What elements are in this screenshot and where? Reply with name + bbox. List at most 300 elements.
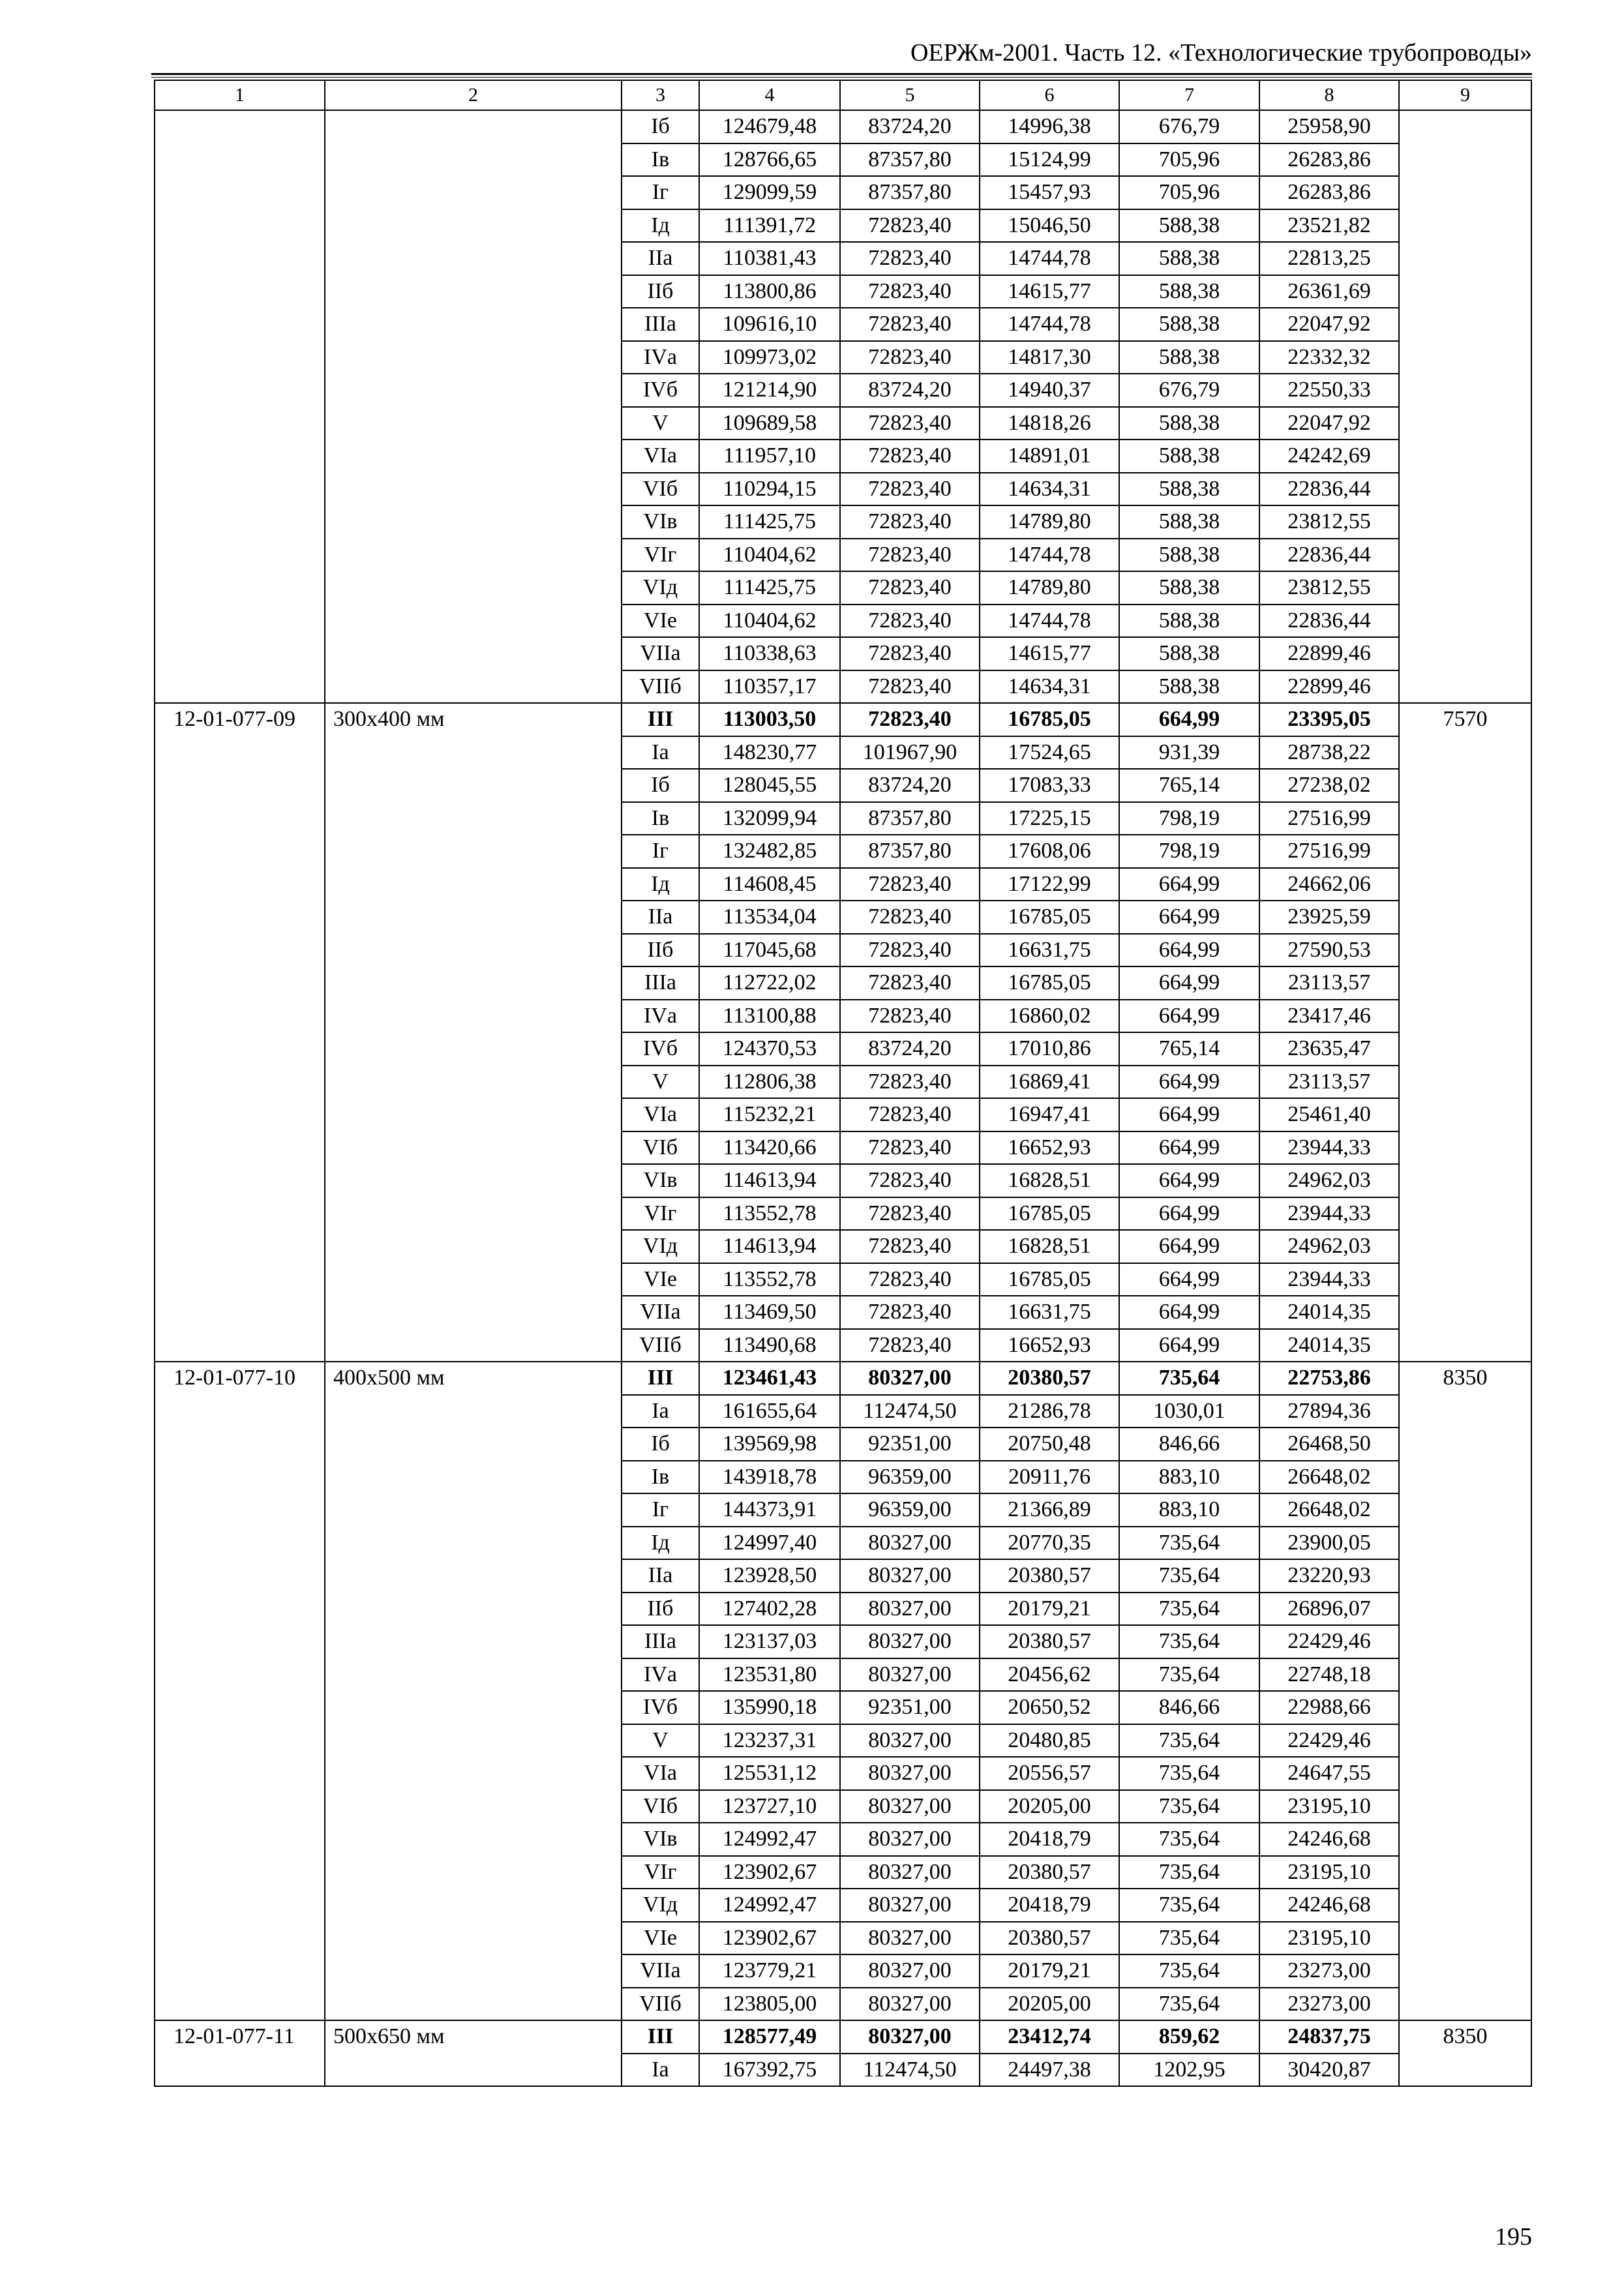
value-cell: 110381,43	[699, 242, 840, 275]
value-cell: 27894,36	[1259, 1395, 1399, 1428]
value-cell: 72823,40	[840, 209, 980, 243]
value-cell: 664,99	[1119, 1197, 1259, 1231]
column-number: 8	[1259, 80, 1399, 110]
value-cell: 112722,02	[699, 966, 840, 1000]
value-cell: 72823,40	[840, 1263, 980, 1296]
value-cell: 17122,99	[980, 868, 1119, 901]
value-cell: 123727,10	[699, 1790, 840, 1823]
value-cell: 23944,33	[1259, 1197, 1399, 1231]
value-cell: 72823,40	[840, 308, 980, 341]
value-cell: 664,99	[1119, 1296, 1259, 1329]
value-cell: 72823,40	[840, 1131, 980, 1165]
zone-cell: V	[622, 1724, 699, 1758]
value-cell: 20380,57	[980, 1362, 1119, 1395]
zone-cell: IIIа	[622, 1625, 699, 1658]
table-row	[155, 110, 1531, 143]
value-cell: 23273,00	[1259, 1954, 1399, 1988]
column-number: 7	[1119, 80, 1259, 110]
zone-cell: III	[622, 703, 699, 736]
value-cell: 72823,40	[840, 1066, 980, 1099]
value-cell: 14817,30	[980, 341, 1119, 374]
value-cell: 24014,35	[1259, 1329, 1399, 1362]
column-number: 2	[325, 80, 622, 110]
value-cell: 14634,31	[980, 473, 1119, 506]
value-cell: 26468,50	[1259, 1428, 1399, 1461]
value-cell: 113534,04	[699, 901, 840, 934]
value-cell: 22836,44	[1259, 473, 1399, 506]
zone-cell: IIIа	[622, 966, 699, 1000]
value-cell: 16785,05	[980, 901, 1119, 934]
value-cell: 123237,31	[699, 1724, 840, 1758]
value-cell: 676,79	[1119, 110, 1259, 143]
value-cell: 80327,00	[840, 1593, 980, 1626]
value-cell: 114608,45	[699, 868, 840, 901]
value-cell: 28738,22	[1259, 736, 1399, 770]
value-cell: 24242,69	[1259, 440, 1399, 473]
value-cell: 17225,15	[980, 802, 1119, 835]
value-cell: 27238,02	[1259, 769, 1399, 802]
value-cell: 16785,05	[980, 966, 1119, 1000]
value-cell: 22753,86	[1259, 1362, 1399, 1395]
value-cell: 20418,79	[980, 1889, 1119, 1922]
zone-cell: IVб	[622, 374, 699, 407]
item-dimension: 300х400 мм	[325, 703, 622, 1362]
zone-cell: IIб	[622, 934, 699, 967]
value-cell: 24962,03	[1259, 1230, 1399, 1263]
value-cell: 664,99	[1119, 934, 1259, 967]
value-cell: 113003,50	[699, 703, 840, 736]
value-cell: 87357,80	[840, 802, 980, 835]
value-cell: 20750,48	[980, 1428, 1119, 1461]
value-cell: 115232,21	[699, 1098, 840, 1131]
value-cell: 123928,50	[699, 1559, 840, 1593]
value-cell: 16652,93	[980, 1329, 1119, 1362]
zone-cell: VIIа	[622, 1954, 699, 1988]
value-cell: 80327,00	[840, 1922, 980, 1955]
value-cell: 114613,94	[699, 1230, 840, 1263]
zone-cell: VIб	[622, 473, 699, 506]
zone-cell: Iа	[622, 736, 699, 770]
value-cell: 23925,59	[1259, 901, 1399, 934]
column-number: 6	[980, 80, 1119, 110]
value-cell: 23417,46	[1259, 1000, 1399, 1033]
value-cell: 80327,00	[840, 1790, 980, 1823]
value-cell: 80327,00	[840, 1559, 980, 1593]
zone-cell: IVа	[622, 1658, 699, 1692]
zone-cell: VIг	[622, 1856, 699, 1889]
value-cell: 96359,00	[840, 1493, 980, 1527]
value-cell: 24837,75	[1259, 2020, 1399, 2054]
value-cell: 15457,93	[980, 176, 1119, 209]
value-cell: 883,10	[1119, 1461, 1259, 1494]
value-cell: 22988,66	[1259, 1691, 1399, 1724]
value-cell: 113420,66	[699, 1131, 840, 1165]
value-cell: 1202,95	[1119, 2054, 1259, 2087]
value-cell: 132482,85	[699, 835, 840, 868]
value-cell: 846,66	[1119, 1691, 1259, 1724]
zone-cell: VIIа	[622, 637, 699, 670]
zone-cell: VIв	[622, 505, 699, 539]
value-cell: 72823,40	[840, 1164, 980, 1197]
value-cell: 109689,58	[699, 407, 840, 440]
value-cell: 664,99	[1119, 1164, 1259, 1197]
value-cell: 588,38	[1119, 308, 1259, 341]
zone-cell: VIIб	[622, 1988, 699, 2021]
value-cell: 26648,02	[1259, 1461, 1399, 1494]
value-cell: 161655,64	[699, 1395, 840, 1428]
value-cell: 72823,40	[840, 539, 980, 572]
value-cell: 23635,47	[1259, 1032, 1399, 1066]
value-cell: 20418,79	[980, 1823, 1119, 1856]
value-cell: 20480,85	[980, 1724, 1119, 1758]
value-cell: 124997,40	[699, 1527, 840, 1560]
value-cell: 20380,57	[980, 1559, 1119, 1593]
value-cell: 26283,86	[1259, 143, 1399, 177]
value-cell: 17083,33	[980, 769, 1119, 802]
value-cell: 1030,01	[1119, 1395, 1259, 1428]
value-cell: 588,38	[1119, 341, 1259, 374]
value-cell: 588,38	[1119, 670, 1259, 704]
value-cell: 664,99	[1119, 1000, 1259, 1033]
value-cell: 72823,40	[840, 1197, 980, 1231]
value-cell: 664,99	[1119, 1066, 1259, 1099]
value-cell: 859,62	[1119, 2020, 1259, 2054]
value-cell: 80327,00	[840, 1889, 980, 1922]
value-cell: 16828,51	[980, 1230, 1119, 1263]
value-cell: 72823,40	[840, 440, 980, 473]
value-cell: 14789,80	[980, 571, 1119, 605]
value-cell: 765,14	[1119, 769, 1259, 802]
value-cell: 735,64	[1119, 1593, 1259, 1626]
value-cell: 588,38	[1119, 440, 1259, 473]
value-cell: 24962,03	[1259, 1164, 1399, 1197]
value-cell: 16947,41	[980, 1098, 1119, 1131]
value-cell: 111425,75	[699, 571, 840, 605]
value-cell: 72823,40	[840, 605, 980, 638]
value-cell: 112474,50	[840, 1395, 980, 1428]
value-cell: 123779,21	[699, 1954, 840, 1988]
value-cell: 123805,00	[699, 1988, 840, 2021]
value-cell: 26648,02	[1259, 1493, 1399, 1527]
value-cell: 23812,55	[1259, 505, 1399, 539]
item-code: 12-01-077-09	[155, 703, 325, 1362]
value-cell: 80327,00	[840, 2020, 980, 2054]
value-cell: 21366,89	[980, 1493, 1119, 1527]
value-cell: 72823,40	[840, 473, 980, 506]
value-cell: 113800,86	[699, 275, 840, 308]
zone-cell: Iд	[622, 868, 699, 901]
value-cell: 14818,26	[980, 407, 1119, 440]
value-cell: 735,64	[1119, 1823, 1259, 1856]
value-cell: 735,64	[1119, 1922, 1259, 1955]
value-cell: 80327,00	[840, 1362, 980, 1395]
value-cell: 23944,33	[1259, 1263, 1399, 1296]
value-cell: 20205,00	[980, 1988, 1119, 2021]
value-cell: 20380,57	[980, 1922, 1119, 1955]
value-cell: 14744,78	[980, 242, 1119, 275]
value-cell: 80327,00	[840, 1658, 980, 1692]
value-cell: 24647,55	[1259, 1757, 1399, 1790]
value-cell: 23195,10	[1259, 1790, 1399, 1823]
zone-cell: VIIб	[622, 670, 699, 704]
value-cell: 20380,57	[980, 1625, 1119, 1658]
value-cell: 139569,98	[699, 1428, 840, 1461]
zone-cell: VIв	[622, 1164, 699, 1197]
zone-cell: IIIа	[622, 308, 699, 341]
column-number-row	[155, 80, 1531, 110]
zone-cell: V	[622, 407, 699, 440]
item-dimension: 400х500 мм	[325, 1362, 622, 2020]
value-cell: 20650,52	[980, 1691, 1119, 1724]
value-cell: 114613,94	[699, 1164, 840, 1197]
value-cell: 72823,40	[840, 670, 980, 704]
value-cell: 124992,47	[699, 1889, 840, 1922]
zone-cell: VIд	[622, 571, 699, 605]
value-cell: 72823,40	[840, 407, 980, 440]
value-cell: 22429,46	[1259, 1625, 1399, 1658]
value-cell: 765,14	[1119, 1032, 1259, 1066]
value-cell: 113552,78	[699, 1197, 840, 1231]
value-cell: 72823,40	[840, 341, 980, 374]
value-cell: 111425,75	[699, 505, 840, 539]
value-cell: 17010,86	[980, 1032, 1119, 1066]
zone-cell: IIб	[622, 275, 699, 308]
zone-cell: VIIа	[622, 1296, 699, 1329]
value-cell: 127402,28	[699, 1593, 840, 1626]
value-cell: 588,38	[1119, 473, 1259, 506]
value-cell: 87357,80	[840, 176, 980, 209]
value-cell: 23412,74	[980, 2020, 1119, 2054]
value-cell: 110404,62	[699, 605, 840, 638]
item-extra-value: 8350	[1399, 1362, 1531, 2020]
value-cell: 72823,40	[840, 901, 980, 934]
value-cell: 846,66	[1119, 1428, 1259, 1461]
value-cell: 15046,50	[980, 209, 1119, 243]
value-cell: 72823,40	[840, 1296, 980, 1329]
column-number: 3	[622, 80, 699, 110]
zone-cell: III	[622, 1362, 699, 1395]
value-cell: 16785,05	[980, 1197, 1119, 1231]
zone-cell: Iб	[622, 110, 699, 143]
value-cell: 72823,40	[840, 1000, 980, 1033]
zone-cell: Iа	[622, 2054, 699, 2087]
value-cell: 123531,80	[699, 1658, 840, 1692]
column-number: 4	[699, 80, 840, 110]
zone-cell: Iв	[622, 1461, 699, 1494]
value-cell: 26283,86	[1259, 176, 1399, 209]
value-cell: 16860,02	[980, 1000, 1119, 1033]
value-cell: 16631,75	[980, 934, 1119, 967]
value-cell: 22748,18	[1259, 1658, 1399, 1692]
header-divider	[151, 73, 1532, 78]
zone-cell: VIг	[622, 1197, 699, 1231]
value-cell: 22899,46	[1259, 637, 1399, 670]
value-cell: 24246,68	[1259, 1823, 1399, 1856]
value-cell: 83724,20	[840, 1032, 980, 1066]
value-cell: 27516,99	[1259, 802, 1399, 835]
zone-cell: Iв	[622, 143, 699, 177]
zone-cell: Iа	[622, 1395, 699, 1428]
value-cell: 72823,40	[840, 703, 980, 736]
value-cell: 72823,40	[840, 868, 980, 901]
value-cell: 22836,44	[1259, 539, 1399, 572]
zone-cell: III	[622, 2020, 699, 2054]
value-cell: 931,39	[1119, 736, 1259, 770]
value-cell: 83724,20	[840, 110, 980, 143]
value-cell: 113100,88	[699, 1000, 840, 1033]
value-cell: 664,99	[1119, 1098, 1259, 1131]
value-cell: 23195,10	[1259, 1856, 1399, 1889]
value-cell: 72823,40	[840, 637, 980, 670]
value-cell: 72823,40	[840, 1098, 980, 1131]
zone-cell: Iг	[622, 835, 699, 868]
zone-cell: IIа	[622, 1559, 699, 1593]
value-cell: 22047,92	[1259, 407, 1399, 440]
value-cell: 16785,05	[980, 1263, 1119, 1296]
zone-cell: IVб	[622, 1691, 699, 1724]
value-cell: 124992,47	[699, 1823, 840, 1856]
zone-cell: Iд	[622, 209, 699, 243]
value-cell: 87357,80	[840, 835, 980, 868]
value-cell: 129099,59	[699, 176, 840, 209]
page-header: ОЕРЖм-2001. Часть 12. «Технологические трубопроводы»	[910, 39, 1532, 67]
zone-cell: VIе	[622, 1922, 699, 1955]
zone-cell: Iг	[622, 1493, 699, 1527]
value-cell: 80327,00	[840, 1988, 980, 2021]
zone-cell: VIе	[622, 605, 699, 638]
value-cell: 22429,46	[1259, 1724, 1399, 1758]
value-cell: 80327,00	[840, 1757, 980, 1790]
value-cell: 124370,53	[699, 1032, 840, 1066]
value-cell: 15124,99	[980, 143, 1119, 177]
value-cell: 125531,12	[699, 1757, 840, 1790]
value-cell: 664,99	[1119, 1131, 1259, 1165]
value-cell: 148230,77	[699, 736, 840, 770]
value-cell: 25958,90	[1259, 110, 1399, 143]
value-cell: 121214,90	[699, 374, 840, 407]
value-cell: 72823,40	[840, 1230, 980, 1263]
value-cell: 21286,78	[980, 1395, 1119, 1428]
value-cell: 14996,38	[980, 110, 1119, 143]
value-cell: 735,64	[1119, 1527, 1259, 1560]
value-cell: 705,96	[1119, 176, 1259, 209]
zone-cell: VIб	[622, 1131, 699, 1165]
item-code: 12-01-077-10	[155, 1362, 325, 2020]
zone-cell: VIв	[622, 1823, 699, 1856]
value-cell: 123137,03	[699, 1625, 840, 1658]
value-cell: 14744,78	[980, 539, 1119, 572]
value-cell: 735,64	[1119, 1988, 1259, 2021]
zone-cell: IVа	[622, 1000, 699, 1033]
zone-cell: VIа	[622, 440, 699, 473]
value-cell: 20205,00	[980, 1790, 1119, 1823]
item-code: 12-01-077-11	[155, 2020, 325, 2086]
value-cell: 23812,55	[1259, 571, 1399, 605]
value-cell: 16828,51	[980, 1164, 1119, 1197]
value-cell: 798,19	[1119, 802, 1259, 835]
value-cell: 27590,53	[1259, 934, 1399, 967]
value-cell: 735,64	[1119, 1856, 1259, 1889]
item-dimension	[325, 110, 622, 703]
value-cell: 735,64	[1119, 1658, 1259, 1692]
zone-cell: IVб	[622, 1032, 699, 1066]
value-cell: 80327,00	[840, 1724, 980, 1758]
zone-cell: IIб	[622, 1593, 699, 1626]
value-cell: 110404,62	[699, 539, 840, 572]
value-cell: 24014,35	[1259, 1296, 1399, 1329]
value-cell: 72823,40	[840, 275, 980, 308]
zone-cell: IIа	[622, 242, 699, 275]
value-cell: 92351,00	[840, 1691, 980, 1724]
value-cell: 96359,00	[840, 1461, 980, 1494]
value-cell: 123461,43	[699, 1362, 840, 1395]
value-cell: 23113,57	[1259, 1066, 1399, 1099]
value-cell: 588,38	[1119, 505, 1259, 539]
value-cell: 735,64	[1119, 1790, 1259, 1823]
value-cell: 30420,87	[1259, 2054, 1399, 2087]
value-cell: 20179,21	[980, 1593, 1119, 1626]
value-cell: 135990,18	[699, 1691, 840, 1724]
value-cell: 80327,00	[840, 1625, 980, 1658]
table-row	[155, 703, 1531, 736]
value-cell: 664,99	[1119, 1329, 1259, 1362]
value-cell: 128045,55	[699, 769, 840, 802]
zone-cell: VIд	[622, 1230, 699, 1263]
value-cell: 23521,82	[1259, 209, 1399, 243]
value-cell: 16869,41	[980, 1066, 1119, 1099]
page-number: 195	[1495, 2223, 1532, 2251]
value-cell: 664,99	[1119, 966, 1259, 1000]
value-cell: 27516,99	[1259, 835, 1399, 868]
zone-cell: VIг	[622, 539, 699, 572]
value-cell: 23944,33	[1259, 1131, 1399, 1165]
value-cell: 22332,32	[1259, 341, 1399, 374]
value-cell: 588,38	[1119, 242, 1259, 275]
value-cell: 588,38	[1119, 407, 1259, 440]
value-cell: 117045,68	[699, 934, 840, 967]
value-cell: 123902,67	[699, 1922, 840, 1955]
value-cell: 110294,15	[699, 473, 840, 506]
value-cell: 113469,50	[699, 1296, 840, 1329]
value-cell: 676,79	[1119, 374, 1259, 407]
value-cell: 124679,48	[699, 110, 840, 143]
value-cell: 72823,40	[840, 571, 980, 605]
value-cell: 111391,72	[699, 209, 840, 243]
value-cell: 16785,05	[980, 703, 1119, 736]
value-cell: 24497,38	[980, 2054, 1119, 2087]
value-cell: 72823,40	[840, 934, 980, 967]
zone-cell: VIа	[622, 1757, 699, 1790]
value-cell: 112474,50	[840, 2054, 980, 2087]
value-cell: 113490,68	[699, 1329, 840, 1362]
value-cell: 664,99	[1119, 1263, 1259, 1296]
value-cell: 17524,65	[980, 736, 1119, 770]
zone-cell: Iг	[622, 176, 699, 209]
zone-cell: VIа	[622, 1098, 699, 1131]
value-cell: 735,64	[1119, 1724, 1259, 1758]
value-cell: 664,99	[1119, 1230, 1259, 1263]
zone-cell: VIIб	[622, 1329, 699, 1362]
value-cell: 14744,78	[980, 605, 1119, 638]
value-cell: 14615,77	[980, 637, 1119, 670]
value-cell: 101967,90	[840, 736, 980, 770]
value-cell: 25461,40	[1259, 1098, 1399, 1131]
value-cell: 144373,91	[699, 1493, 840, 1527]
value-cell: 111957,10	[699, 440, 840, 473]
value-cell: 83724,20	[840, 769, 980, 802]
value-cell: 72823,40	[840, 505, 980, 539]
value-cell: 14789,80	[980, 505, 1119, 539]
